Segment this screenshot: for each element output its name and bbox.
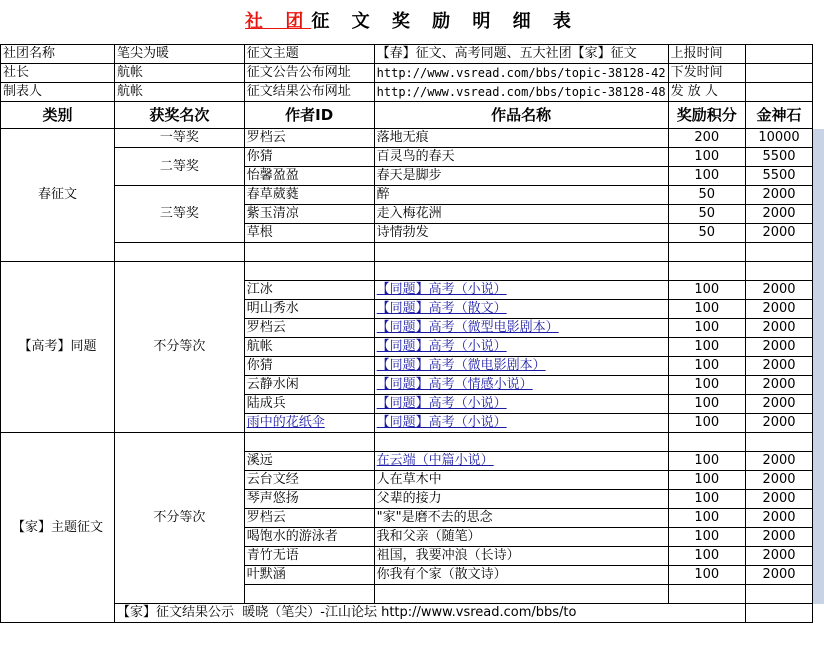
stones-cell[interactable]: 2000: [745, 547, 812, 566]
empty-cell[interactable]: [244, 585, 374, 604]
footer-row: [1, 604, 824, 623]
edge-cell: [813, 64, 824, 83]
rank-first[interactable]: 一等奖: [114, 129, 244, 148]
url-cell[interactable]: http://www.vsread.com/bbs/topic-38128-42: [374, 64, 668, 83]
author-cell[interactable]: 罗档云: [244, 509, 374, 528]
author-cell[interactable]: 你猜: [244, 357, 374, 376]
points-cell[interactable]: 100: [668, 528, 745, 547]
points-cell[interactable]: 100: [668, 452, 745, 471]
empty-cell[interactable]: [114, 243, 244, 262]
work-link[interactable]: [374, 281, 668, 300]
category-gaokao[interactable]: 【高考】同题: [1, 262, 115, 433]
stones-cell[interactable]: 2000: [745, 338, 812, 357]
empty-cell[interactable]: [668, 433, 745, 452]
empty-cell[interactable]: [745, 604, 812, 623]
empty-cell[interactable]: [374, 243, 668, 262]
author-cell[interactable]: 云静水闲: [244, 376, 374, 395]
stones-cell[interactable]: 2000: [745, 205, 812, 224]
table-row: [1, 186, 824, 205]
author-cell[interactable]: 春草葳蕤: [244, 186, 374, 205]
header-author[interactable]: 作者ID: [244, 102, 374, 129]
author-cell[interactable]: 青竹无语: [244, 547, 374, 566]
sheet-title: [0, 0, 824, 44]
rank-second[interactable]: 二等奖: [114, 148, 244, 186]
work-link[interactable]: [374, 452, 668, 471]
spacer-row: [1, 262, 824, 281]
info-cell[interactable]: 【春】征文、高考同题、五大社团【家】征文: [374, 45, 668, 64]
info-row-1: [1, 45, 824, 64]
work-cell[interactable]: 诗情勃发: [374, 224, 668, 243]
rank-unranked[interactable]: 不分等次: [114, 262, 244, 433]
stones-cell[interactable]: 2000: [745, 395, 812, 414]
stones-cell[interactable]: 2000: [745, 566, 812, 585]
points-cell[interactable]: 200: [668, 129, 745, 148]
points-cell[interactable]: 100: [668, 167, 745, 186]
work-cell[interactable]: 醉: [374, 186, 668, 205]
work-link[interactable]: [374, 338, 668, 357]
empty-cell[interactable]: [745, 83, 812, 102]
points-cell[interactable]: 100: [668, 300, 745, 319]
points-cell[interactable]: 50: [668, 224, 745, 243]
title-red-part: 社 团: [245, 11, 312, 32]
author-cell[interactable]: 溪远: [244, 452, 374, 471]
header-work[interactable]: 作品名称: [374, 102, 668, 129]
stones-cell[interactable]: 2000: [745, 528, 812, 547]
stones-cell[interactable]: 5500: [745, 167, 812, 186]
category-spring[interactable]: 春征文: [1, 129, 115, 262]
points-cell[interactable]: 100: [668, 547, 745, 566]
author-cell[interactable]: 陆成兵: [244, 395, 374, 414]
points-cell[interactable]: 50: [668, 186, 745, 205]
work-cell[interactable]: 走入梅花洲: [374, 205, 668, 224]
points-cell[interactable]: 100: [668, 376, 745, 395]
work-link[interactable]: [374, 376, 668, 395]
category-home[interactable]: 【家】主题征文: [1, 433, 115, 623]
points-cell[interactable]: 100: [668, 490, 745, 509]
author-cell[interactable]: 江冰: [244, 281, 374, 300]
footer-text: 暖晓（笔尖）-江山论坛 http://www.vsread.com/bbs/to: [242, 605, 577, 620]
points-cell[interactable]: 100: [668, 357, 745, 376]
work-link-text[interactable]: 【同题】高考（小说）: [376, 339, 507, 354]
info-cell[interactable]: 航帐: [114, 64, 244, 83]
edge-cell: [813, 102, 824, 129]
work-link[interactable]: [374, 319, 668, 338]
info-row-2: [1, 64, 824, 83]
stones-cell[interactable]: 2000: [745, 357, 812, 376]
work-link-text[interactable]: 【同题】高考（散文）: [376, 301, 507, 316]
author-cell[interactable]: 你猜: [244, 148, 374, 167]
empty-cell[interactable]: [745, 64, 812, 83]
work-link-text[interactable]: 在云端（中篇小说）: [376, 453, 494, 468]
header-rank[interactable]: 获奖名次: [114, 102, 244, 129]
stones-cell[interactable]: 2000: [745, 186, 812, 205]
empty-cell[interactable]: [374, 433, 668, 452]
work-link[interactable]: [374, 300, 668, 319]
stones-cell[interactable]: 2000: [745, 300, 812, 319]
empty-cell[interactable]: [745, 262, 812, 281]
author-cell[interactable]: 紫玉清凉: [244, 205, 374, 224]
work-cell[interactable]: 你我有个家（散文诗）: [374, 566, 668, 585]
empty-cell[interactable]: [668, 585, 745, 604]
empty-cell[interactable]: [668, 262, 745, 281]
stones-cell[interactable]: 10000: [745, 129, 812, 148]
empty-cell[interactable]: [745, 45, 812, 64]
work-link-text[interactable]: 【同题】高考（情感小说）: [376, 377, 533, 392]
info-cell[interactable]: 笔尖为暖: [114, 45, 244, 64]
stones-cell[interactable]: 2000: [745, 471, 812, 490]
author-link-text[interactable]: 雨中的花纸伞: [246, 415, 325, 430]
points-cell[interactable]: 100: [668, 471, 745, 490]
info-cell[interactable]: 征文公告公布网址: [244, 64, 374, 83]
work-link[interactable]: [374, 357, 668, 376]
author-cell[interactable]: 罗档云: [244, 129, 374, 148]
work-link[interactable]: [374, 414, 668, 433]
empty-cell[interactable]: [374, 585, 668, 604]
empty-cell[interactable]: [244, 243, 374, 262]
work-cell[interactable]: 春天是脚步: [374, 167, 668, 186]
stones-cell[interactable]: 5500: [745, 148, 812, 167]
work-cell[interactable]: 祖国，我要冲浪（长诗）: [374, 547, 668, 566]
stones-cell[interactable]: 2000: [745, 224, 812, 243]
info-cell[interactable]: 社长: [1, 64, 115, 83]
points-cell[interactable]: 50: [668, 205, 745, 224]
empty-cell[interactable]: [745, 243, 812, 262]
work-link-text[interactable]: 【同题】高考（小说）: [376, 415, 507, 430]
author-cell[interactable]: 喝饱水的游泳者: [244, 528, 374, 547]
author-cell[interactable]: 琴声悠扬: [244, 490, 374, 509]
header-category[interactable]: 类别: [1, 102, 115, 129]
info-cell[interactable]: 征文结果公布网址: [244, 83, 374, 102]
url-cell[interactable]: http://www.vsread.com/bbs/topic-38128-48: [374, 83, 668, 102]
author-link[interactable]: [244, 414, 374, 433]
points-cell[interactable]: 100: [668, 414, 745, 433]
empty-cell[interactable]: [745, 433, 812, 452]
empty-cell[interactable]: [244, 262, 374, 281]
author-cell[interactable]: 草根: [244, 224, 374, 243]
stones-cell[interactable]: 2000: [745, 509, 812, 528]
info-cell[interactable]: 征文主题: [244, 45, 374, 64]
stones-cell[interactable]: 2000: [745, 319, 812, 338]
points-cell[interactable]: 100: [668, 281, 745, 300]
empty-cell[interactable]: [745, 585, 812, 604]
table-row: [1, 148, 824, 167]
info-cell[interactable]: 社团名称: [1, 45, 115, 64]
header-points[interactable]: 奖励积分: [668, 102, 745, 129]
title-rest: 征 文 奖 励 明 细 表: [311, 11, 579, 32]
info-cell[interactable]: 航帐: [114, 83, 244, 102]
points-cell[interactable]: 100: [668, 395, 745, 414]
work-link-text[interactable]: 【同题】高考（小说）: [376, 396, 507, 411]
rank-third[interactable]: 三等奖: [114, 186, 244, 243]
info-cell[interactable]: 发 放 人: [668, 83, 745, 102]
spacer-row: [1, 433, 824, 452]
work-cell[interactable]: 人在草木中: [374, 471, 668, 490]
empty-cell[interactable]: [374, 262, 668, 281]
spreadsheet: [0, 44, 824, 623]
info-cell[interactable]: 制表人: [1, 83, 115, 102]
header-row: [1, 102, 824, 129]
work-cell[interactable]: 我和父亲（随笔）: [374, 528, 668, 547]
points-cell[interactable]: 100: [668, 319, 745, 338]
work-link-text[interactable]: 【同题】高考（微型电影剧本）: [376, 320, 559, 335]
table-row: [1, 129, 824, 148]
points-cell[interactable]: 100: [668, 509, 745, 528]
rank-unranked[interactable]: 不分等次: [114, 433, 244, 604]
work-cell[interactable]: 落地无痕: [374, 129, 668, 148]
stones-cell[interactable]: 2000: [745, 490, 812, 509]
info-cell[interactable]: 上报时间: [668, 45, 745, 64]
author-cell[interactable]: 罗档云: [244, 319, 374, 338]
info-row-3: [1, 83, 824, 102]
spacer-row: [1, 243, 824, 262]
stones-cell[interactable]: 2000: [745, 281, 812, 300]
stones-cell[interactable]: 2000: [745, 452, 812, 471]
points-cell[interactable]: 100: [668, 148, 745, 167]
footer-cell[interactable]: [114, 604, 745, 623]
author-cell[interactable]: 怡馨盈盈: [244, 167, 374, 186]
work-cell[interactable]: 父辈的接力: [374, 490, 668, 509]
selection-side-bar: [813, 129, 824, 604]
work-cell[interactable]: "家"是磨不去的思念: [374, 509, 668, 528]
author-cell[interactable]: 航帐: [244, 338, 374, 357]
empty-cell[interactable]: [244, 433, 374, 452]
edge-cell: [813, 45, 824, 64]
edge-cell: [813, 83, 824, 102]
stones-cell[interactable]: 2000: [745, 376, 812, 395]
stones-cell[interactable]: 2000: [745, 414, 812, 433]
author-cell[interactable]: 明山秀水: [244, 300, 374, 319]
header-stones[interactable]: 金神石: [745, 102, 812, 129]
info-cell[interactable]: 下发时间: [668, 64, 745, 83]
work-cell[interactable]: 百灵鸟的春天: [374, 148, 668, 167]
work-link-text[interactable]: 【同题】高考（小说）: [376, 282, 507, 297]
points-cell[interactable]: 100: [668, 338, 745, 357]
footer-label: 【家】征文结果公示: [116, 605, 234, 620]
empty-cell[interactable]: [668, 243, 745, 262]
reward-table: [0, 44, 824, 623]
points-cell[interactable]: 100: [668, 566, 745, 585]
work-link[interactable]: [374, 395, 668, 414]
work-link-text[interactable]: 【同题】高考（微电影剧本）: [376, 358, 546, 373]
author-cell[interactable]: 云台文经: [244, 471, 374, 490]
author-cell[interactable]: 叶默涵: [244, 566, 374, 585]
